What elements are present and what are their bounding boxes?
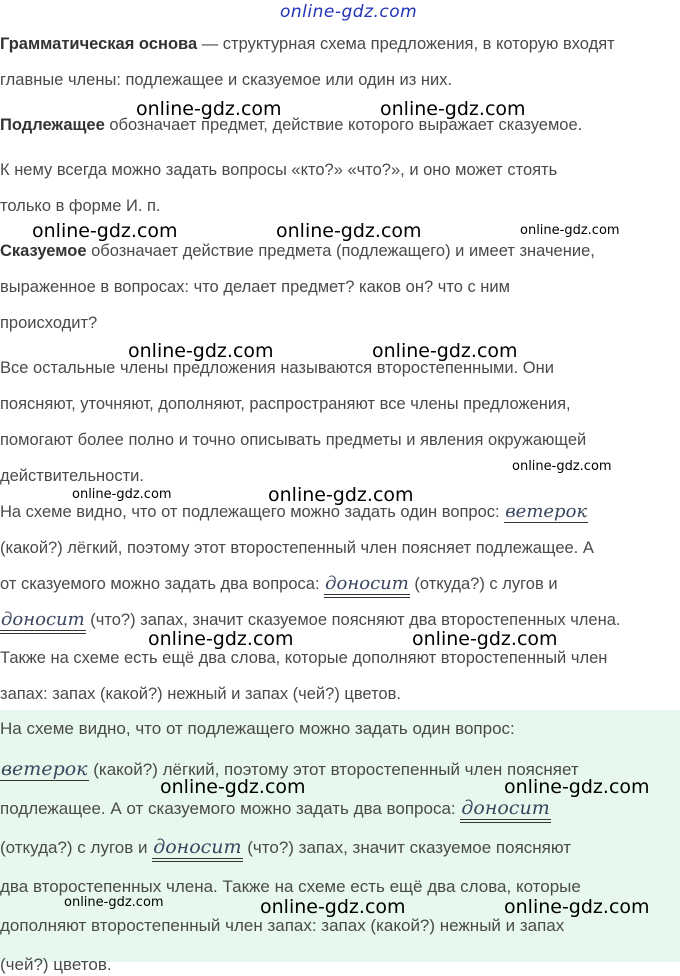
text-fragment: (откуда?) с лугов и xyxy=(409,575,558,593)
answer-line: дополняют второстепенный член запах: запах (какой?) нежный и запах xyxy=(0,916,565,935)
text-fragment: (что?) запах, значит сказуемое поясняют xyxy=(242,838,572,857)
text-line: запах: запах (какой?) нежный и запах (чей?) цветов. xyxy=(0,685,401,703)
term-predicate: Сказуемое xyxy=(0,242,87,260)
watermark: online-gdz.com xyxy=(128,340,274,362)
text-fragment: обозначает действие предмета (подлежащего) и имеет значение, xyxy=(86,242,595,260)
text-fragment: На схеме видно, что от подлежащего можно задать один вопрос: xyxy=(0,503,505,521)
watermark: online-gdz.com xyxy=(148,628,294,650)
text-line: поясняют, уточняют, дополняют, распространяют все члены предложения, xyxy=(0,395,571,413)
watermark: online-gdz.com xyxy=(372,340,518,362)
term-grammatical-basis: Грамматическая основа xyxy=(0,35,198,53)
text-line: помогают более полно и точно описывать предметы и явления окружающей xyxy=(0,431,587,449)
text-line: только в форме И. п. xyxy=(0,197,161,215)
answer-line xyxy=(0,836,571,862)
text-fragment: обозначает предмет, действие которого выражает сказуемое. xyxy=(104,116,583,134)
word-veterok-subject: ветерок xyxy=(1,758,88,780)
text-line: действительности. xyxy=(0,467,144,485)
word-donosit-predicate: доносит xyxy=(324,574,410,598)
answer-line: На схеме видно, что от подлежащего можно задать один вопрос: xyxy=(0,719,515,738)
watermark: online-gdz.com xyxy=(32,220,178,242)
header-watermark: online-gdz.com xyxy=(280,2,418,22)
watermark: online-gdz.com xyxy=(260,896,406,918)
word-donosit-predicate: доносит xyxy=(0,610,86,634)
watermark: online-gdz.com xyxy=(268,484,414,506)
text-line xyxy=(0,574,558,598)
text-line: Все остальные члены предложения называются второстепенными. Они xyxy=(0,359,554,377)
text-line: (какой?) лёгкий, поэтому этот второстепенный член поясняет подлежащее. А xyxy=(0,539,594,557)
answer-line xyxy=(0,797,551,823)
watermark: online-gdz.com xyxy=(504,776,650,798)
word-veterok-subject: ветерок xyxy=(505,501,588,522)
watermark: online-gdz.com xyxy=(512,459,612,474)
text-line: К нему всегда можно задать вопросы «кто?» «что?», и оно может стоять xyxy=(0,161,558,179)
word-donosit-predicate: доносит xyxy=(152,836,242,862)
term-subject: Подлежащее xyxy=(0,116,105,134)
text-fragment: (что?) запах, значит сказуемое поясняют два второстепенных члена. xyxy=(85,611,621,629)
text-fragment: — структурная схема предложения, в которую входят xyxy=(197,35,615,53)
watermark: online-gdz.com xyxy=(72,487,172,502)
word-donosit-predicate: доносит xyxy=(460,797,550,823)
text-line: выраженное в вопросах: что делает предмет? каков он? что с ним xyxy=(0,278,510,296)
watermark: online-gdz.com xyxy=(504,896,650,918)
text-line: главные члены: подлежащее и сказуемое или один из них. xyxy=(0,71,453,89)
text-fragment: от сказуемого можно задать два вопроса: xyxy=(0,575,325,593)
definition-grammatical-basis xyxy=(0,34,615,54)
answer-line: два второстепенных члена. Также на схеме есть ещё два слова, которые xyxy=(0,877,581,896)
text-line: происходит? xyxy=(0,314,98,332)
watermark: online-gdz.com xyxy=(276,220,422,242)
text-fragment: (какой?) лёгкий, поэтому этот второстепенный член поясняет xyxy=(88,760,579,779)
answer-box xyxy=(0,710,680,974)
watermark: online-gdz.com xyxy=(64,895,164,910)
answer-line: (чей?) цветов. xyxy=(0,955,112,974)
text-fragment: (откуда?) с лугов и xyxy=(0,838,153,857)
watermark: online-gdz.com xyxy=(520,223,620,238)
text-line: Также на схеме есть ещё два слова, которые дополняют второстепенный член xyxy=(0,649,608,667)
text-fragment: подлежащее. А от сказуемого можно задать два вопроса: xyxy=(0,799,461,818)
definition-predicate xyxy=(0,241,595,261)
watermark: online-gdz.com xyxy=(380,98,526,120)
watermark: online-gdz.com xyxy=(412,628,558,650)
watermark: online-gdz.com xyxy=(160,776,306,798)
watermark: online-gdz.com xyxy=(136,98,282,120)
